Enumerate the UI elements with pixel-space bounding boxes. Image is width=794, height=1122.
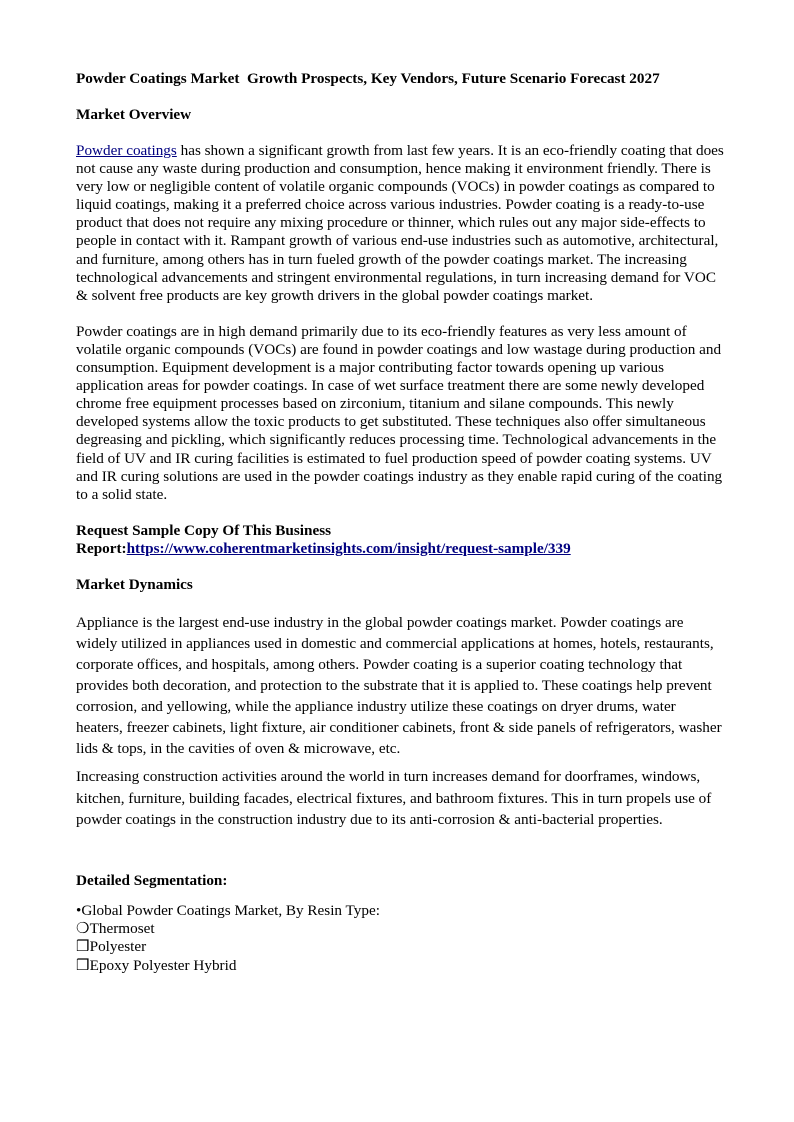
segmentation-group-label: Global Powder Coatings Market, By Resin Type: [81, 901, 380, 919]
request-sample-link[interactable]: https://www.coherentmarketinsights.com/insight/request-sample/339 [126, 539, 571, 557]
bullet-icon: • [76, 901, 82, 919]
dynamics-paragraph-2: Increasing construction activities around the world in turn increases demand for doorframes, windows, kitchen, furniture, building facades, electrical fixtures, and bathroom fixtures. This in turn propels use of powder coatings in the construction industry due to its anti-corrosion & anti-bacterial properties. [76, 768, 712, 828]
dynamics-paragraph-1: Appliance is the largest end-use industry in the global powder coatings market. Powder coatings are widely utilized in appliances used in domestic and commercial applications at homes, hotels, restaurants, corporate offices, and hospitals, among others. Powder coating is a superior coating technology that provides both decoration, and protection to the substrate that it is applied to. These coatings help prevent corrosion, and yellowing, while the appliance industry utilize these coatings on dryer drums, water heaters, freezer cabinets, light fixture, air conditioner cabinets, front & side panels of refrigerators, washer lids & tops, in the cavities of oven & microwave, etc. [76, 613, 722, 758]
market-dynamics-heading: Market Dynamics [76, 575, 193, 593]
list-item-label: Polyester [89, 938, 147, 956]
list-item-label: Epoxy Polyester Hybrid [89, 956, 237, 974]
overview-paragraph-1 [76, 142, 726, 305]
overview-paragraph-2: Powder coatings are in high demand primarily due to its eco-friendly features as very less amount of volatile organic compounds (VOCs) are found in powder coatings and low wastage during production and consumption. Equipment development is a major contributing factor towards opening up various application areas for powder coatings. In case of wet surface treatment there are some newly developed chrome free equipment processes based on zirconium, titanium and silane compounds. This newly developed systems allow the toxic products to get substituted. These techniques also offer simultaneous degreasing and pickling, which significantly reduces processing time. Technological advancements in the field of UV and IR curing facilities is estimated to fuel production speed of powder coating systems. UV and IR curing solutions are used in the powder coatings industry as they enable rapid curing of the coating to a solid state. [76, 322, 723, 503]
circle-bullet-icon: ❍ [76, 920, 90, 938]
list-item [76, 938, 726, 956]
document-page [76, 70, 726, 975]
detailed-segmentation-heading: Detailed Segmentation: [76, 871, 228, 889]
powder-coatings-link[interactable]: Powder coatings [76, 142, 177, 159]
document-title: Powder Coatings Market Growth Prospects, Key Vendors, Future Scenario Forecast 2027 [76, 70, 660, 87]
market-overview-heading: Market Overview [76, 106, 192, 123]
list-item [76, 920, 726, 938]
overview-paragraph-1-text: has shown a significant growth from last few years. It is an eco-friendly coating that does not cause any waste during production and consumption, hence making it environment friendly. There is very low or negligible content of volatile organic compounds (VOCs) in powder coatings as compared to liquid coatings, making it a preferred choice across various industries. Powder coating is a ready-to-use product that does not require any mixing procedure or thinner, which rules out any major side-effects to people in contact with it. Rampant growth of various end-use industries such as automotive, architectural, and furniture, among others has in turn fueled growth of the powder coatings market. The increasing technological advancements and stringent environmental regulations, in turn increasing demand for VOC & solvent free products are key growth drivers in the global powder coatings market. [76, 142, 724, 304]
square-bullet-icon: ❒ [76, 938, 90, 956]
segmentation-group [76, 902, 726, 920]
segmentation-list [76, 902, 726, 975]
square-bullet-icon: ❒ [76, 956, 90, 974]
list-item [76, 957, 726, 975]
list-item-label: Thermoset [89, 920, 155, 938]
request-sample-block [76, 522, 726, 558]
request-sample-label: Request Sample Copy Of This Business Report: [76, 521, 332, 557]
